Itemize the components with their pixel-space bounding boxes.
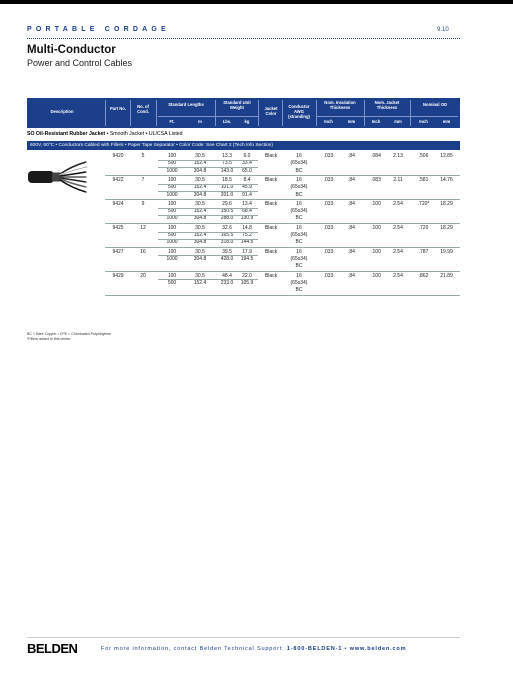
insulation-mm: .84 (348, 176, 355, 183)
sub-mm-jac: mm (394, 119, 402, 124)
header-col-divider (156, 100, 157, 126)
weight-kg: 105.9 (240, 279, 254, 286)
weight-lbs: 165.5 (220, 232, 234, 238)
insulation-inch: .033 (323, 224, 334, 231)
length-ft: 100 (167, 200, 177, 207)
weight-kg: 8.4 (243, 176, 251, 183)
length-m: 30.5 (195, 153, 205, 159)
length-m: 30.5 (195, 176, 205, 183)
weight-kg: 14.8 (242, 224, 252, 231)
jacket-thickness-mm: 2.54 (393, 248, 403, 255)
conductor-awg: 16 (296, 272, 302, 279)
conductor-awg: 16 (296, 224, 302, 231)
header-divider (27, 38, 460, 39)
sub-kg: kg (244, 119, 250, 124)
weight-lbs: 318.0 (220, 239, 234, 246)
weight-lbs: 288.0 (220, 215, 234, 222)
length-m: 30.5 (195, 200, 205, 207)
weight-kg: 65.0 (242, 167, 252, 174)
header-subdivider (158, 116, 258, 117)
jacket-thickness-inch: .100 (371, 272, 381, 279)
weight-kg: 68.4 (242, 208, 252, 215)
part-number: 9422 (112, 176, 124, 183)
length-divider (158, 279, 258, 280)
contact-separator: • (342, 646, 350, 652)
weight-kg: 33.4 (242, 160, 252, 167)
header-col-divider (316, 100, 317, 126)
jacket-thickness-mm: 2.54 (393, 200, 403, 207)
insulation-mm: .84 (348, 153, 355, 159)
header-col-divider (215, 100, 216, 126)
conductor-awg: (65x34) (290, 160, 308, 167)
sub-inch-ins: Inch (324, 119, 333, 124)
weight-lbs: 428.0 (220, 255, 234, 262)
sub-m: m (198, 119, 202, 124)
weight-lbs: 29.6 (222, 200, 232, 207)
weight-kg: 6.0 (243, 153, 251, 159)
jacket-thickness-mm: 2.54 (393, 224, 403, 231)
length-ft: 100 (167, 272, 177, 279)
length-ft: 500 (167, 184, 177, 191)
length-m: 304.8 (193, 239, 207, 246)
page-number: 9.10 (437, 27, 449, 33)
conductor-count: 5 (141, 153, 145, 159)
header-col-divider (258, 100, 259, 126)
col-jacket-color: Jacket Color (264, 106, 278, 116)
insulation-mm: .84 (348, 200, 355, 207)
od-mm: 12.85 (440, 153, 453, 159)
jacket-thickness-mm: 2.11 (393, 176, 403, 183)
weight-kg: 144.5 (240, 239, 254, 246)
length-divider (158, 232, 258, 233)
conductor-awg: BC (295, 215, 303, 222)
contact-prefix: For more information, contact Belden Technical Support: (101, 646, 287, 652)
conductor-count: 7 (141, 176, 145, 183)
conductor-awg: BC (295, 167, 303, 174)
jacket-thickness-mm: 2.13 (393, 153, 403, 159)
length-ft: 100 (167, 176, 177, 183)
weight-lbs: 13.3 (222, 153, 232, 159)
jacket-thickness-inch: .100 (371, 224, 381, 231)
jacket-thickness-inch: .084 (371, 153, 381, 159)
spec-bar (27, 141, 460, 150)
weight-kg: 130.9 (240, 215, 254, 222)
page-subtitle: Power and Control Cables (27, 58, 133, 68)
insulation-inch: .033 (323, 248, 334, 255)
conductor-awg: (65x34) (290, 232, 308, 238)
length-m: 30.5 (195, 272, 205, 279)
weight-kg: 17.9 (242, 248, 252, 255)
length-ft: 500 (167, 232, 177, 238)
insulation-mm: .84 (348, 272, 355, 279)
insulation-inch: .033 (323, 272, 334, 279)
part-number: 9420 (112, 153, 124, 159)
length-divider (158, 255, 258, 256)
section-title: SO Oil-Resistant Rubber Jacket (27, 131, 106, 137)
conductor-awg: (65x34) (290, 279, 308, 286)
length-ft: 1000 (166, 167, 178, 174)
length-divider (158, 184, 258, 185)
length-ft: 100 (167, 153, 177, 159)
weight-kg: 194.5 (240, 255, 254, 262)
insulation-inch: .033 (323, 153, 334, 159)
jacket-thickness-mm: 2.54 (393, 272, 403, 279)
length-divider (158, 167, 258, 168)
length-divider (158, 160, 258, 161)
col-conductor-awg: Conductor AWG (stranding) (288, 104, 310, 119)
conductor-count: 16 (140, 248, 146, 255)
length-m: 304.8 (193, 215, 207, 222)
length-m: 152.4 (193, 184, 207, 191)
sub-inch-jac: Inch (371, 119, 381, 124)
insulation-inch: .033 (323, 200, 334, 207)
sub-mm-od: mm (442, 119, 451, 124)
length-ft: 1000 (166, 215, 178, 222)
length-ft: 100 (167, 224, 177, 231)
conductor-count: 20 (140, 272, 146, 279)
jacket-color: Black (264, 176, 278, 183)
od-inch: .862 (418, 272, 429, 279)
jacket-color: Black (264, 248, 278, 255)
page-title: Multi-Conductor (27, 44, 116, 56)
weight-lbs: 143.0 (220, 167, 234, 174)
header-col-divider (130, 100, 131, 126)
col-standard-lengths: Standard Lengths (168, 102, 204, 107)
length-m: 304.8 (193, 255, 207, 262)
conductor-awg: BC (295, 239, 303, 246)
length-divider (158, 208, 258, 209)
header-col-divider (105, 100, 106, 126)
od-mm: 18.29 (440, 224, 453, 231)
row-divider (105, 295, 460, 296)
weight-lbs: 48.4 (222, 272, 232, 279)
weight-lbs: 201.0 (220, 191, 234, 198)
insulation-mm: .84 (348, 248, 355, 255)
length-m: 304.8 (193, 167, 207, 174)
contact-phone: 1-800-BELDEN-1 (286, 646, 343, 652)
length-m: 304.8 (193, 191, 207, 198)
section-heading (27, 131, 183, 137)
weight-lbs: 32.6 (222, 224, 232, 231)
table-header (27, 98, 460, 128)
part-number: 9425 (112, 224, 124, 231)
header-col-divider (364, 100, 365, 126)
col-standard-unit-weight: Standard Unit Weight (223, 100, 251, 110)
header-col-divider (410, 100, 411, 126)
conductor-awg: (65x34) (290, 208, 308, 215)
part-number: 9424 (112, 200, 124, 207)
col-no-of-cond: No. of Cond. (137, 104, 149, 114)
length-m: 152.4 (193, 160, 207, 167)
section-details: • Smooth Jacket • UL/CSA Listed (105, 131, 183, 137)
sub-ft: Ft. (169, 119, 175, 124)
length-ft: 1000 (166, 255, 178, 262)
sub-lbs: Lbs. (222, 119, 232, 124)
conductor-awg: BC (295, 191, 303, 198)
length-divider (158, 191, 258, 192)
footer-divider (27, 637, 460, 638)
weight-lbs: 18.5 (222, 176, 232, 183)
length-ft: 1000 (166, 191, 178, 198)
weight-lbs: 233.0 (220, 279, 234, 286)
od-mm: 21.89 (440, 272, 453, 279)
weight-lbs: 73.5 (222, 160, 232, 167)
od-inch: .506 (418, 153, 429, 159)
conductor-awg: BC (295, 287, 303, 294)
col-jacket-thickness: Nom. Jacket Thickness (374, 100, 400, 110)
col-insulation-thickness: Nom. Insulation Thickness (324, 100, 356, 110)
jacket-color: Black (264, 153, 278, 159)
part-number: 9427 (112, 248, 124, 255)
jacket-color: Black (264, 272, 278, 279)
col-description: Description (50, 109, 74, 114)
col-nominal-od: Nominal OD (423, 102, 447, 107)
length-ft: 100 (167, 248, 177, 255)
conductor-awg: BC (295, 263, 303, 270)
weight-lbs: 39.5 (222, 248, 232, 255)
length-ft: 1000 (166, 239, 178, 246)
weight-kg: 75.2 (242, 232, 252, 238)
weight-kg: 91.4 (242, 191, 252, 198)
length-m: 152.4 (193, 208, 207, 215)
weight-kg: 45.9 (242, 184, 252, 191)
conductor-awg: (65x34) (290, 255, 308, 262)
length-m: 152.4 (193, 232, 207, 238)
sub-inch-od: Inch (419, 119, 428, 124)
conductor-awg: (65x34) (290, 184, 308, 191)
length-m: 30.5 (195, 224, 205, 231)
od-inch: .581 (418, 176, 429, 183)
spec-bar-text: 600V, 60°C • Conductors Cabled with Fillers • Paper Tape Separator • Color Code: See Chart 2 (Tech Info Section) (30, 143, 273, 148)
jacket-thickness-inch: .083 (371, 176, 381, 183)
jacket-color: Black (264, 200, 278, 207)
header-subdivider (317, 116, 458, 117)
footnote-abbrev: BC = Bare Copper • CPE = Chlorinated Polyethylene (27, 332, 112, 336)
conductor-count: 9 (141, 200, 145, 207)
length-ft: 500 (167, 208, 177, 215)
header-col-divider (282, 100, 283, 126)
od-inch: .720 (418, 224, 429, 231)
belden-logo: BELDEN (27, 641, 78, 656)
od-inch: .720* (417, 200, 430, 207)
length-m: 30.5 (195, 248, 205, 255)
catalog-series: PORTABLE CORDAGE (27, 26, 170, 33)
conductor-awg: 16 (296, 176, 302, 183)
length-ft: 500 (167, 279, 177, 286)
jacket-color: Black (264, 224, 278, 231)
conductor-awg: 16 (296, 248, 302, 255)
length-ft: 500 (167, 160, 177, 167)
od-mm: 18.29 (440, 200, 453, 207)
weight-lbs: 150.5 (220, 208, 234, 215)
part-number: 9429 (112, 272, 124, 279)
od-mm: 14.76 (440, 176, 453, 183)
sub-mm-ins: mm (347, 119, 356, 124)
length-divider (158, 239, 258, 240)
top-border (0, 0, 513, 4)
jacket-thickness-inch: .100 (371, 200, 381, 207)
contact-website: www.belden.com (349, 646, 407, 652)
conductor-awg: 16 (296, 200, 302, 207)
weight-kg: 13.4 (242, 200, 252, 207)
footnote-fillers: *Fillers added in this center. (27, 337, 72, 341)
od-mm: 19.99 (440, 248, 453, 255)
jacket-thickness-inch: .100 (371, 248, 381, 255)
length-m: 152.4 (193, 279, 207, 286)
insulation-mm: .84 (348, 224, 355, 231)
conductor-awg: 16 (296, 153, 302, 159)
od-inch: .787 (418, 248, 429, 255)
conductor-count: 12 (140, 224, 146, 231)
length-divider (158, 215, 258, 216)
multi-conductor-cable-icon (28, 160, 88, 194)
col-part-no: Part No. (109, 106, 127, 111)
contact-line (101, 646, 406, 652)
insulation-inch: .033 (323, 176, 334, 183)
weight-lbs: 101.0 (220, 184, 234, 191)
weight-kg: 22.0 (242, 272, 252, 279)
